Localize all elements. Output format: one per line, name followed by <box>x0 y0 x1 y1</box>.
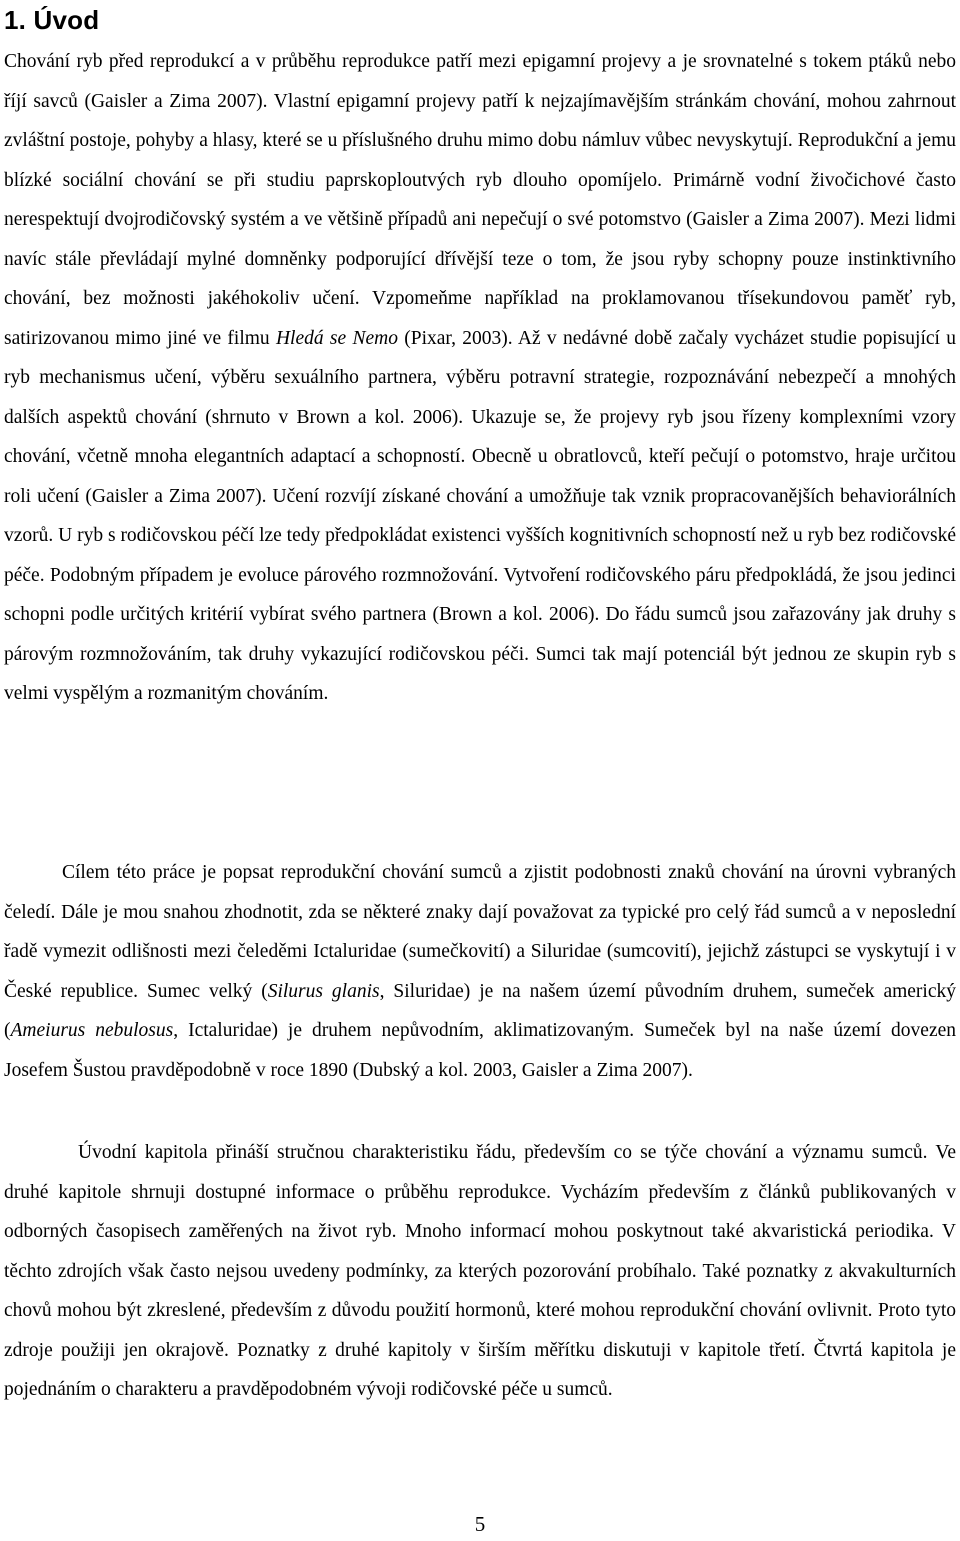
paragraph-3-text-1: Úvodní kapitola přináší stručnou charakteristiku řádu, především co se týče chování a významu sumců. Ve druhé kapitole shrnuji dostupné informace o průběhu reprodukce. Vycházím především z článků publikovaných v odborných časopisech zaměřených na život ryb. Mnoho informací mohou poskytnout také akvaristická periodika. V těchto zdrojích však často nejsou uvedeny podmínky, za kterých pozorování probíhalo. Také poznatky z akvakulturních chovů mohou být zkreslené, především z důvodu použití hormonů, které mohou reprodukční chování ovlivnit. Proto tyto zdroje použiji jen okrajově. Poznatky z druhé kapitoly v širším měřítku diskutuji v kapitole třetí. Čtvrtá kapitola je pojednáním o charakteru a pravděpodobném vývoji rodičovské péče u sumců. <box>4 1142 956 1400</box>
paragraph-2 <box>4 853 956 1090</box>
paragraph-1-text-1: Chování ryb před reprodukcí a v průběhu reprodukce patří mezi epigamní projevy a je srovnatelné s tokem ptáků nebo říjí savců (Gaisler a Zima 2007). Vlastní epigamní projevy patří k nejzajímavějším stránkám chování, mohou zahrnout zvláštní postoje, pohyby a hlasy, které se u příslušného druhu mimo dobu námluv vůbec nevyskytují. Reprodukční a jemu blízké sociální chování se při studiu paprskoploutvých ryb dlouho opomíjelo. Primárně vodní živočichové často nerespektují dvojrodičovský systém a ve většině případů ani nepečují o své potomstvo (Gaisler a Zima 2007). Mezi lidmi navíc stále převládají mylné domněnky podporující dřívější teze o tom, že jsou ryby schopny pouze instinktivního chování, bez možnosti jakéhokoliv učení. Vzpomeňme například na proklamovanou třísekundovou paměť ryb, satirizovanou mimo jiné ve filmu <box>4 51 956 349</box>
film-title: Hledá se Nemo <box>275 327 398 349</box>
species-name-silurus: Silurus glanis <box>267 980 380 1002</box>
paragraph-2-text-2: , Siluridae) je na našem území původním druhem, sumeček americký ( <box>4 980 956 1041</box>
paragraph-3 <box>4 1133 956 1410</box>
paragraph-2-text-1: Cílem této práce je popsat reprodukční chování sumců a zjistit podobnosti znaků chování na úrovni vybraných čeledí. Dále je mou snahou zhodnotit, zda se některé znaky dají považovat za typické pro celý řád sumců a v neposlední řadě vymezit odlišnosti mezi čeleděmi Ictaluridae (sumečkovití) a Siluridae (sumcovití), jejichž zástupci se vyskytují i v České republice. Sumec velký ( <box>4 862 956 1002</box>
paragraph-1-text-2: (Pixar, 2003). Až v nedávné době začaly vycházet studie popisující u ryb mechanismus učení, výběru sexuálního partnera, výběru potravní strategie, rozpoznávání nebezpečí a mnohých dalších aspektů chování (shrnuto v Brown a kol. 2006). Ukazuje se, že projevy ryb jsou řízeny komplexními vzory chování, včetně mnoha elegantních adaptací a schopností. Obecně u obratlovců, kteří pečují o potomstvo, hraje určitou roli učení (Gaisler a Zima 2007). Učení rozvíjí získané chování a umožňuje tak vznik propracovanějších behaviorálních vzorů. U ryb s rodičovskou péčí lze tedy předpokládat existenci vyšších kognitivních schopností než u ryb bez rodičovské péče. Podobným případem je evoluce párového rozmnožování. Vytvoření rodičovského páru předpokládá, že jsou jedinci schopni podle určitých kritérií vybírat svého partnera (Brown a kol. 2006). Do řádu sumců jsou zařazovány jak druhy s párovým rozmnožováním, tak druhy vykazující rodičovskou péči. Sumci tak mají potenciál být jednou ze skupin ryb s velmi vyspělým a rozmanitým chováním. <box>4 327 957 704</box>
paragraph-1 <box>4 42 956 714</box>
paragraph-2-text-3: , Ictaluridae) je druhem nepůvodním, aklimatizovaným. Sumeček byl na naše území dovezen Josefem Šustou pravděpodobně v roce 1890 (Dubský a kol. 2003, Gaisler a Zima 2007). <box>4 1020 957 1081</box>
species-name-ameiurus: Ameiurus nebulosus <box>10 1020 174 1041</box>
page-number: 5 <box>474 1512 486 1536</box>
chapter-heading: 1. Úvod <box>4 5 100 35</box>
